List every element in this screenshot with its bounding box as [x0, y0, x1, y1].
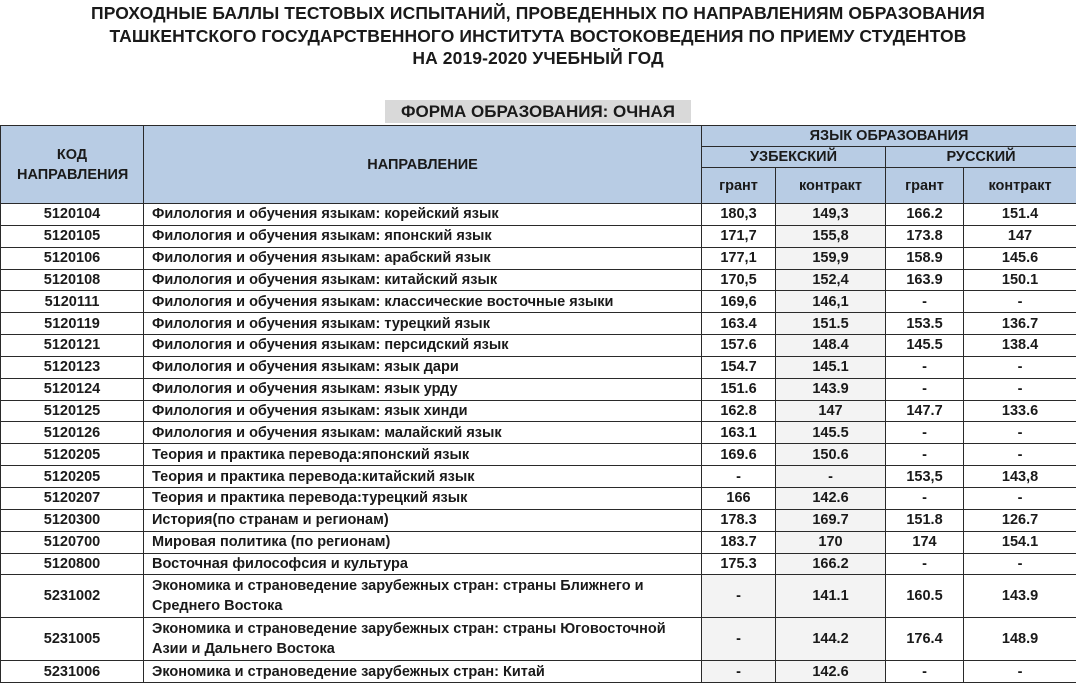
uz-contract-cell: 170	[776, 531, 886, 553]
ru-contract-cell: 151.4	[964, 204, 1076, 226]
uz-grant-cell: 169,6	[702, 291, 776, 313]
uz-contract-cell: 159,9	[776, 247, 886, 269]
uz-contract-cell: 143.9	[776, 378, 886, 400]
direction-cell: Филология и обучения языкам: китайский язык	[144, 269, 702, 291]
ru-grant-cell: -	[886, 553, 964, 575]
direction-cell: Экономика и страноведение зарубежных стран: Китай	[144, 661, 702, 683]
ru-grant-cell: 158.9	[886, 247, 964, 269]
direction-cell: История(по странам и регионам)	[144, 509, 702, 531]
ru-grant-cell: 163.9	[886, 269, 964, 291]
uz-grant-cell: -	[702, 466, 776, 488]
direction-cell: Филология и обучения языкам: язык дари	[144, 356, 702, 378]
direction-cell: Филология и обучения языкам: язык хинди	[144, 400, 702, 422]
ru-contract-cell: 126.7	[964, 509, 1076, 531]
uz-grant-cell: 169.6	[702, 444, 776, 466]
table-row	[1, 531, 1076, 553]
direction-cell: Теория и практика перевода:японский язык	[144, 444, 702, 466]
table-row	[1, 356, 1076, 378]
uz-contract-cell: 155,8	[776, 225, 886, 247]
header-ru-grant: грант	[886, 168, 964, 204]
code-cell: 5120125	[1, 400, 144, 422]
page-title	[0, 2, 1076, 70]
code-cell: 5120126	[1, 422, 144, 444]
ru-grant-cell: 174	[886, 531, 964, 553]
table-row	[1, 400, 1076, 422]
direction-cell: Восточная философсия и культура	[144, 553, 702, 575]
table-row	[1, 422, 1076, 444]
ru-contract-cell: 136.7	[964, 313, 1076, 335]
ru-contract-cell: 143.9	[964, 575, 1076, 618]
table-row	[1, 313, 1076, 335]
ru-grant-cell: -	[886, 356, 964, 378]
direction-cell: Экономика и страноведение зарубежных стран: страны Ближнего и Среднего Востока	[144, 575, 702, 618]
ru-contract-cell: -	[964, 291, 1076, 313]
header-ru-contract: контракт	[964, 168, 1076, 204]
code-cell: 5120108	[1, 269, 144, 291]
code-cell: 5120111	[1, 291, 144, 313]
ru-grant-cell: -	[886, 661, 964, 683]
direction-cell: Мировая политика (по регионам)	[144, 531, 702, 553]
direction-cell: Теория и практика перевода:турецкий язык	[144, 487, 702, 509]
code-cell: 5120106	[1, 247, 144, 269]
direction-cell: Филология и обучения языкам: корейский язык	[144, 204, 702, 226]
ru-contract-cell: -	[964, 661, 1076, 683]
header-uz-contract: контракт	[776, 168, 886, 204]
table-row	[1, 247, 1076, 269]
uz-contract-cell: 150.6	[776, 444, 886, 466]
ru-grant-cell: -	[886, 444, 964, 466]
header-direction: НАПРАВЛЕНИЕ	[144, 126, 702, 204]
uz-grant-cell: 166	[702, 487, 776, 509]
uz-contract-cell: 169.7	[776, 509, 886, 531]
uz-grant-cell: 162.8	[702, 400, 776, 422]
direction-cell: Теория и практика перевода:китайский язык	[144, 466, 702, 488]
code-cell: 5120104	[1, 204, 144, 226]
uz-grant-cell: 175.3	[702, 553, 776, 575]
code-cell: 5120124	[1, 378, 144, 400]
code-cell: 5120207	[1, 487, 144, 509]
ru-contract-cell: -	[964, 553, 1076, 575]
uz-grant-cell: 157.6	[702, 335, 776, 357]
ru-contract-cell: 143,8	[964, 466, 1076, 488]
code-cell: 5231002	[1, 575, 144, 618]
table-row	[1, 553, 1076, 575]
table-row	[1, 509, 1076, 531]
table-row	[1, 225, 1076, 247]
uz-grant-cell: 163.1	[702, 422, 776, 444]
code-cell: 5120205	[1, 444, 144, 466]
ru-contract-cell: 154.1	[964, 531, 1076, 553]
ru-contract-cell: -	[964, 487, 1076, 509]
code-cell: 5120121	[1, 335, 144, 357]
table-row	[1, 444, 1076, 466]
ru-contract-cell: 145.6	[964, 247, 1076, 269]
uz-contract-cell: 145.1	[776, 356, 886, 378]
ru-grant-cell: -	[886, 291, 964, 313]
code-cell: 5231006	[1, 661, 144, 683]
ru-grant-cell: 160.5	[886, 575, 964, 618]
header-uz-grant: грант	[702, 168, 776, 204]
code-cell: 5120800	[1, 553, 144, 575]
table-row	[1, 269, 1076, 291]
header-code-label: КОД НАПРАВЛЕНИЯ	[17, 146, 129, 183]
uz-contract-cell: 148.4	[776, 335, 886, 357]
code-cell: 5120205	[1, 466, 144, 488]
table-row	[1, 466, 1076, 488]
title-line-1: ПРОХОДНЫЕ БАЛЛЫ ТЕСТОВЫХ ИСПЫТАНИЙ, ПРОВЕДЕННЫХ ПО НАПРАВЛЕНИЯМ ОБРАЗОВАНИЯ	[91, 3, 985, 23]
uz-contract-cell: 141.1	[776, 575, 886, 618]
code-cell: 5120300	[1, 509, 144, 531]
direction-cell: Экономика и страноведение зарубежных стран: страны Юговосточной Азии и Дальнего Востока	[144, 618, 702, 661]
education-form-label: ФОРМА ОБРАЗОВАНИЯ: ОЧНАЯ	[385, 100, 691, 123]
uz-contract-cell: -	[776, 466, 886, 488]
uz-grant-cell: 163.4	[702, 313, 776, 335]
uz-grant-cell: 151.6	[702, 378, 776, 400]
ru-grant-cell: 151.8	[886, 509, 964, 531]
uz-contract-cell: 152,4	[776, 269, 886, 291]
code-cell: 5120105	[1, 225, 144, 247]
direction-cell: Филология и обучения языкам: малайский язык	[144, 422, 702, 444]
table-row	[1, 291, 1076, 313]
uz-grant-cell: 170,5	[702, 269, 776, 291]
direction-cell: Филология и обучения языкам: персидский язык	[144, 335, 702, 357]
ru-grant-cell: -	[886, 422, 964, 444]
ru-contract-cell: 133.6	[964, 400, 1076, 422]
ru-grant-cell: -	[886, 487, 964, 509]
uz-grant-cell: 183.7	[702, 531, 776, 553]
uz-contract-cell: 149,3	[776, 204, 886, 226]
ru-grant-cell: -	[886, 378, 964, 400]
code-cell: 5231005	[1, 618, 144, 661]
uz-grant-cell: -	[702, 575, 776, 618]
uz-contract-cell: 147	[776, 400, 886, 422]
uz-contract-cell: 144.2	[776, 618, 886, 661]
table-row	[1, 487, 1076, 509]
ru-contract-cell: 148.9	[964, 618, 1076, 661]
table-row	[1, 335, 1076, 357]
uz-grant-cell: 154.7	[702, 356, 776, 378]
header-uzbek: УЗБЕКСКИЙ	[702, 147, 886, 168]
uz-grant-cell: -	[702, 661, 776, 683]
ru-grant-cell: 145.5	[886, 335, 964, 357]
title-line-2: ТАШКЕНТСКОГО ГОСУДАРСТВЕННОГО ИНСТИТУТА ВОСТОКОВЕДЕНИЯ ПО ПРИЕМУ СТУДЕНТОВ	[109, 25, 967, 46]
direction-cell: Филология и обучения языкам: классические восточные языки	[144, 291, 702, 313]
ru-contract-cell: 150.1	[964, 269, 1076, 291]
table-row	[1, 378, 1076, 400]
ru-grant-cell: 153,5	[886, 466, 964, 488]
header-language: ЯЗЫК ОБРАЗОВАНИЯ	[702, 126, 1076, 147]
ru-grant-cell: 166.2	[886, 204, 964, 226]
passing-scores-table	[0, 125, 1076, 683]
direction-cell: Филология и обучения языкам: язык урду	[144, 378, 702, 400]
uz-contract-cell: 145.5	[776, 422, 886, 444]
ru-contract-cell: -	[964, 356, 1076, 378]
table-row	[1, 618, 1076, 661]
uz-contract-cell: 142.6	[776, 661, 886, 683]
header-russian: РУССКИЙ	[886, 147, 1076, 168]
ru-grant-cell: 176.4	[886, 618, 964, 661]
direction-cell: Филология и обучения языкам: турецкий язык	[144, 313, 702, 335]
uz-contract-cell: 146,1	[776, 291, 886, 313]
uz-contract-cell: 166.2	[776, 553, 886, 575]
ru-contract-cell: -	[964, 422, 1076, 444]
ru-contract-cell: 147	[964, 225, 1076, 247]
ru-grant-cell: 147.7	[886, 400, 964, 422]
direction-cell: Филология и обучения языкам: арабский язык	[144, 247, 702, 269]
uz-grant-cell: 180,3	[702, 204, 776, 226]
ru-contract-cell: 138.4	[964, 335, 1076, 357]
code-cell: 5120123	[1, 356, 144, 378]
ru-grant-cell: 153.5	[886, 313, 964, 335]
table-row	[1, 661, 1076, 683]
ru-contract-cell: -	[964, 444, 1076, 466]
direction-cell: Филология и обучения языкам: японский язык	[144, 225, 702, 247]
uz-contract-cell: 151.5	[776, 313, 886, 335]
uz-grant-cell: 178.3	[702, 509, 776, 531]
ru-grant-cell: 173.8	[886, 225, 964, 247]
code-cell: 5120700	[1, 531, 144, 553]
uz-grant-cell: 171,7	[702, 225, 776, 247]
uz-grant-cell: -	[702, 618, 776, 661]
table-row	[1, 575, 1076, 618]
header-code	[1, 126, 144, 204]
uz-contract-cell: 142.6	[776, 487, 886, 509]
table-row	[1, 204, 1076, 226]
code-cell: 5120119	[1, 313, 144, 335]
ru-contract-cell: -	[964, 378, 1076, 400]
title-line-3: НА 2019-2020 УЧЕБНЫЙ ГОД	[412, 48, 664, 68]
uz-grant-cell: 177,1	[702, 247, 776, 269]
